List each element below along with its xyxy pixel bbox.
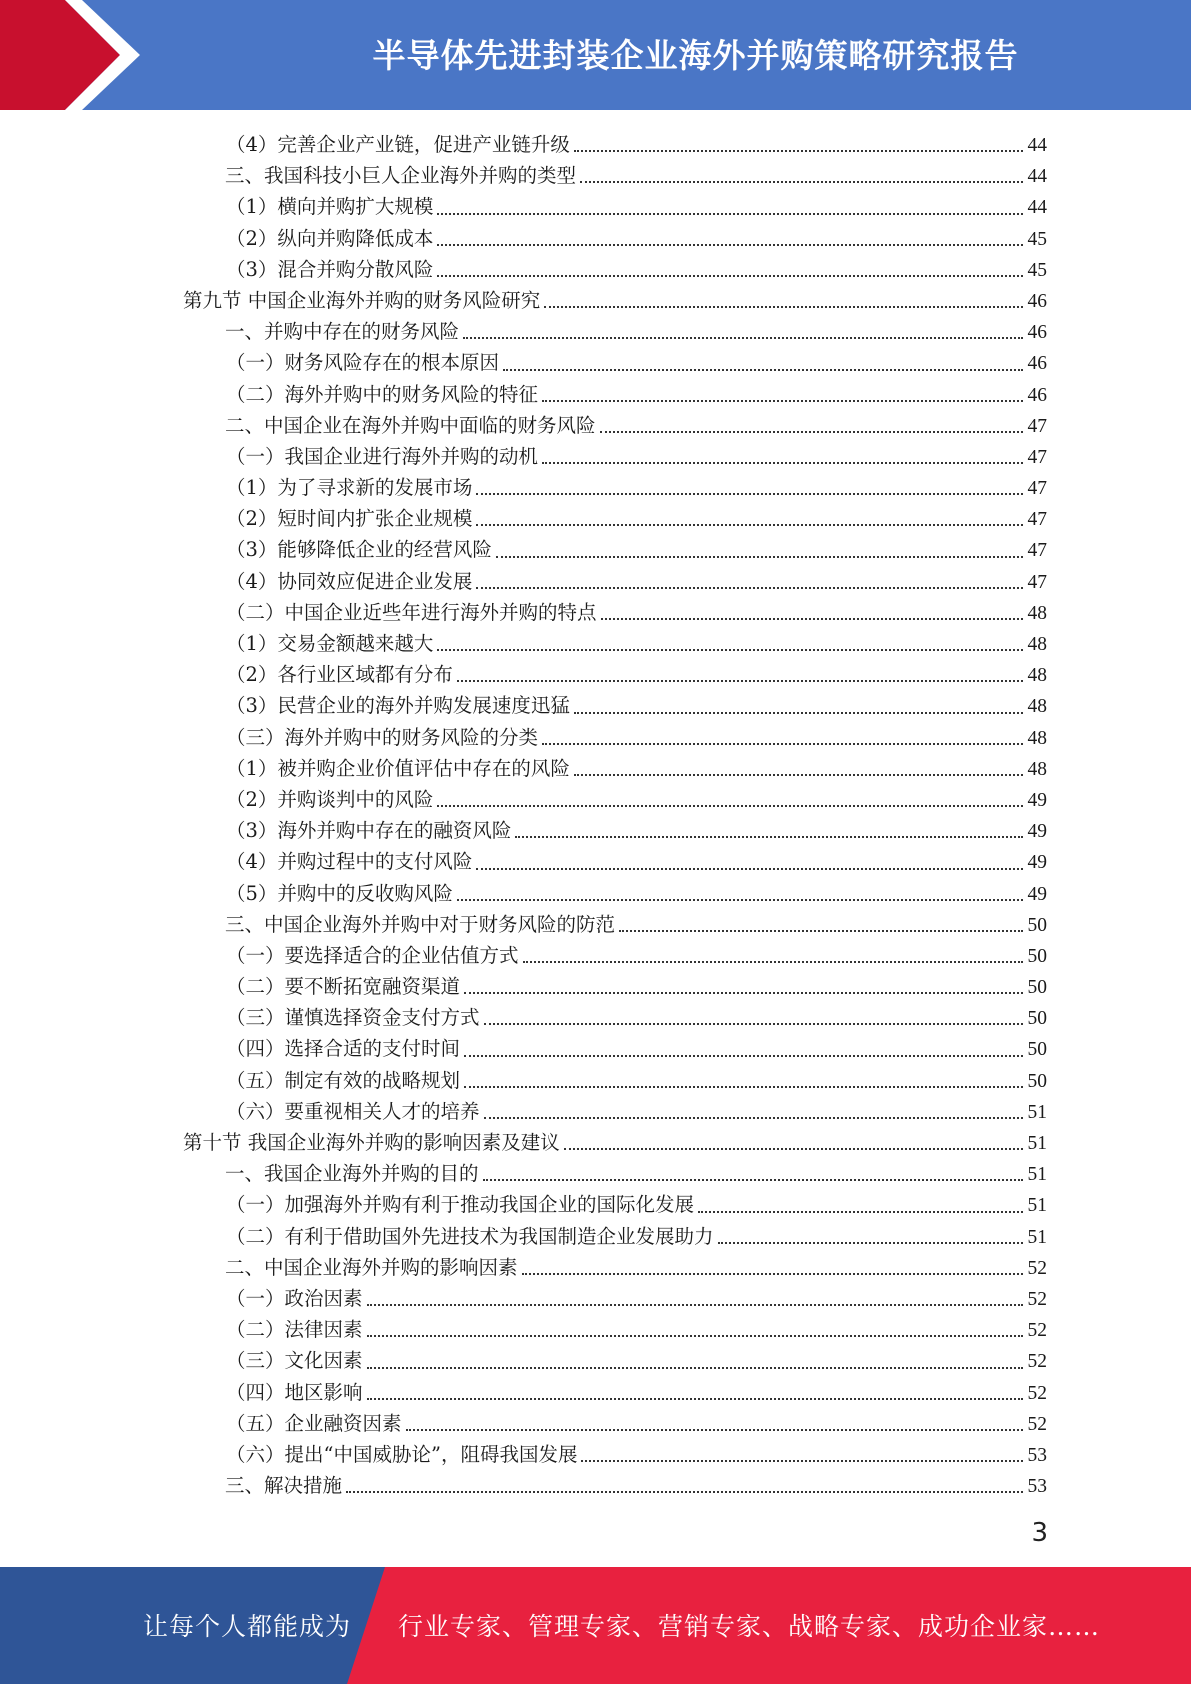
- toc-entry-title: 一、我国企业海外并购的目的: [225, 1162, 479, 1186]
- toc-entry-title: 第十节 我国企业海外并购的影响因素及建议: [183, 1131, 560, 1154]
- toc-entry-page: 50: [1027, 977, 1047, 999]
- toc-dot-leader: [463, 337, 1023, 339]
- toc-entry-page: 46: [1027, 322, 1047, 344]
- toc-entry[interactable]: [0, 1189, 1191, 1220]
- toc-entry[interactable]: [0, 254, 1191, 285]
- toc-dot-leader: [574, 150, 1023, 152]
- toc-dot-leader: [619, 930, 1023, 932]
- toc-entry-title: （一）我国企业进行海外并购的动机: [226, 444, 539, 468]
- toc-entry-page: 52: [1027, 1288, 1047, 1310]
- toc-entry[interactable]: [0, 472, 1191, 503]
- toc-entry[interactable]: [0, 160, 1191, 191]
- toc-entry-page: 47: [1027, 571, 1047, 593]
- toc-entry-title: （1）横向并购扩大规模: [226, 195, 434, 219]
- toc-entry-title: （一）政治因素: [226, 1286, 363, 1310]
- toc-entry-title: （六）要重视相关人才的培养: [226, 1099, 480, 1123]
- toc-entry[interactable]: [0, 223, 1191, 254]
- toc-entry[interactable]: [0, 878, 1191, 909]
- toc-entry[interactable]: [0, 784, 1191, 815]
- toc-entry[interactable]: [0, 815, 1191, 846]
- toc-entry-page: 49: [1027, 821, 1047, 843]
- toc-dot-leader: [542, 462, 1023, 464]
- toc-entry-title: 二、中国企业在海外并购中面临的财务风险: [225, 413, 596, 437]
- toc-entry-page: 48: [1027, 696, 1047, 718]
- toc-dot-leader: [496, 556, 1023, 558]
- toc-dot-leader: [515, 836, 1023, 838]
- toc-entry-title: （二）中国企业近些年进行海外并购的特点: [226, 600, 597, 624]
- toc-entry[interactable]: [0, 285, 1191, 316]
- toc-dot-leader: [600, 431, 1023, 433]
- toc-dot-leader: [574, 712, 1023, 714]
- toc-dot-leader: [698, 1211, 1023, 1213]
- toc-entry-page: 47: [1027, 540, 1047, 562]
- toc-entry-title: （1）交易金额越来越大: [226, 632, 434, 655]
- toc-entry[interactable]: [0, 971, 1191, 1002]
- toc-dot-leader: [542, 743, 1023, 745]
- toc-dot-leader: [437, 213, 1023, 215]
- toc-entry-title: 一、并购中存在的财务风险: [225, 320, 460, 344]
- toc-entry-title: （二）法律因素: [226, 1318, 363, 1342]
- toc-entry-page: 50: [1027, 914, 1047, 936]
- toc-entry[interactable]: [0, 1252, 1191, 1283]
- document-title: 半导体先进封装企业海外并购策略研究报告: [372, 36, 1019, 75]
- toc-entry-page: 49: [1027, 852, 1047, 874]
- toc-entry-title: （3）混合并购分散风险: [226, 257, 434, 281]
- toc-entry[interactable]: [0, 1127, 1191, 1158]
- toc-entry[interactable]: [0, 534, 1191, 565]
- toc-dot-leader: [581, 1460, 1023, 1462]
- toc-entry-page: 46: [1027, 384, 1047, 406]
- toc-entry[interactable]: [0, 1470, 1191, 1501]
- toc-dot-leader: [437, 275, 1023, 277]
- toc-dot-leader: [483, 1179, 1023, 1181]
- toc-entry[interactable]: [0, 379, 1191, 410]
- toc-entry[interactable]: [0, 753, 1191, 784]
- toc-entry[interactable]: [0, 566, 1191, 597]
- toc-entry-title: 三、中国企业海外并购中对于财务风险的防范: [225, 912, 616, 936]
- toc-dot-leader: [580, 181, 1023, 183]
- toc-entry-page: 48: [1027, 602, 1047, 624]
- toc-entry-page: 53: [1027, 1444, 1047, 1466]
- toc-dot-leader: [542, 400, 1023, 402]
- toc-entry-title: 二、中国企业海外并购的影响因素: [225, 1255, 518, 1279]
- toc-entry-title: （一）加强海外并购有利于推动我国企业的国际化发展: [226, 1193, 695, 1217]
- toc-entry[interactable]: [0, 441, 1191, 472]
- toc-entry[interactable]: [0, 1283, 1191, 1314]
- toc-entry[interactable]: [0, 1158, 1191, 1189]
- toc-entry-title: （3）海外并购中存在的融资风险: [226, 819, 512, 843]
- toc-dot-leader: [522, 1273, 1023, 1275]
- toc-dot-leader: [367, 1335, 1023, 1337]
- page-header: [0, 0, 1191, 110]
- toc-dot-leader: [464, 992, 1023, 994]
- toc-entry-page: 52: [1027, 1351, 1047, 1373]
- toc-dot-leader: [523, 961, 1023, 963]
- toc-dot-leader: [544, 306, 1023, 308]
- footer-slogan-left: 让每个人都能成为: [143, 1612, 352, 1641]
- toc-dot-leader: [464, 1086, 1023, 1088]
- toc-entry-page: 47: [1027, 509, 1047, 531]
- toc-entry[interactable]: [0, 628, 1191, 659]
- toc-entry-page: 44: [1027, 197, 1047, 219]
- toc-entry-title: 第九节 中国企业海外并购的财务风险研究: [183, 288, 541, 312]
- toc-entry[interactable]: [0, 909, 1191, 940]
- toc-entry[interactable]: [0, 410, 1191, 441]
- toc-entry-title: （3）民营企业的海外并购发展速度迅猛: [226, 694, 570, 718]
- toc-dot-leader: [476, 587, 1023, 589]
- toc-entry[interactable]: [0, 347, 1191, 378]
- toc-entry-title: （三）文化因素: [226, 1349, 363, 1373]
- toc-entry-page: 49: [1027, 789, 1047, 811]
- toc-entry-page: 53: [1027, 1476, 1047, 1498]
- toc-entry-title: （四）地区影响: [226, 1380, 363, 1404]
- toc-entry-page: 48: [1027, 758, 1047, 780]
- toc-entry-page: 46: [1027, 353, 1047, 375]
- toc-entry[interactable]: [0, 503, 1191, 534]
- toc-entry-page: 45: [1027, 259, 1047, 281]
- toc-entry-page: 49: [1027, 883, 1047, 905]
- toc-entry[interactable]: [0, 1314, 1191, 1345]
- toc-entry-title: （2）各行业区域都有分布: [226, 663, 453, 687]
- toc-entry-title: （2）短时间内扩张企业规模: [226, 507, 473, 531]
- toc-entry[interactable]: [0, 1377, 1191, 1408]
- toc-dot-leader: [437, 805, 1023, 807]
- toc-dot-leader: [367, 1367, 1023, 1369]
- toc-entry[interactable]: [0, 1065, 1191, 1096]
- toc-entry-page: 51: [1027, 1164, 1047, 1186]
- toc-entry-title: （1）被并购企业价值评估中存在的风险: [226, 756, 570, 780]
- toc-entry-page: 51: [1027, 1101, 1047, 1123]
- header-arrow-decoration: [0, 0, 200, 110]
- toc-entry-title: （五）企业融资因素: [226, 1411, 402, 1435]
- toc-dot-leader: [484, 1023, 1023, 1025]
- toc-dot-leader: [457, 899, 1023, 901]
- toc-entry[interactable]: [0, 1096, 1191, 1127]
- toc-entry[interactable]: [0, 129, 1191, 160]
- toc-entry-page: 47: [1027, 415, 1047, 437]
- toc-entry-title: 三、解决措施: [225, 1474, 343, 1498]
- toc-entry-title: （六）提出“中国威胁论”，阻碍我国发展: [226, 1442, 578, 1466]
- toc-entry-title: （3）能够降低企业的经营风险: [226, 538, 492, 562]
- toc-dot-leader: [718, 1242, 1023, 1244]
- toc-entry-title: 三、我国科技小巨人企业海外并购的类型: [225, 164, 577, 188]
- toc-entry-page: 50: [1027, 1039, 1047, 1061]
- toc-entry-page: 51: [1027, 1226, 1047, 1248]
- toc-entry-title: （二）海外并购中的财务风险的特征: [226, 382, 539, 406]
- toc-entry[interactable]: [0, 1221, 1191, 1252]
- toc-entry-page: 52: [1027, 1413, 1047, 1435]
- toc-entry[interactable]: [0, 1345, 1191, 1376]
- toc-dot-leader: [437, 649, 1023, 651]
- toc-dot-leader: [464, 1055, 1023, 1057]
- toc-dot-leader: [457, 680, 1023, 682]
- toc-dot-leader: [367, 1304, 1023, 1306]
- toc-entry[interactable]: [0, 191, 1191, 222]
- toc-entry-page: 51: [1027, 1195, 1047, 1217]
- toc-dot-leader: [346, 1491, 1023, 1493]
- toc-entry-page: 52: [1027, 1257, 1047, 1279]
- toc-entry[interactable]: [0, 846, 1191, 877]
- toc-entry[interactable]: [0, 1439, 1191, 1470]
- toc-dot-leader: [484, 1117, 1023, 1119]
- toc-entry[interactable]: [0, 597, 1191, 628]
- toc-entry-title: （4）完善企业产业链，促进产业链升级: [226, 133, 570, 156]
- toc-entry-title: （1）为了寻求新的发展市场: [226, 476, 473, 500]
- toc-entry-page: 45: [1027, 228, 1047, 250]
- toc-entry-page: 50: [1027, 1070, 1047, 1092]
- toc-entry-title: （5）并购中的反收购风险: [226, 881, 453, 905]
- toc-entry-title: （五）制定有效的战略规划: [226, 1068, 461, 1092]
- toc-entry-page: 52: [1027, 1320, 1047, 1342]
- toc-entry-page: 50: [1027, 1008, 1047, 1030]
- toc-dot-leader: [564, 1148, 1023, 1150]
- toc-entry[interactable]: [0, 722, 1191, 753]
- toc-entry-page: 48: [1027, 727, 1047, 749]
- toc-entry-title: （2）并购谈判中的风险: [226, 787, 434, 811]
- toc-entry[interactable]: [0, 1033, 1191, 1064]
- toc-entry-title: （二）有利于借助国外先进技术为我国制造企业发展助力: [226, 1224, 714, 1248]
- toc-entry-page: 47: [1027, 446, 1047, 468]
- toc-entry-title: （一）财务风险存在的根本原因: [226, 351, 500, 375]
- toc-dot-leader: [437, 244, 1023, 246]
- toc-entry[interactable]: [0, 690, 1191, 721]
- toc-entry-page: 47: [1027, 478, 1047, 500]
- toc-entry[interactable]: [0, 1408, 1191, 1439]
- toc-entry-title: （4）并购过程中的支付风险: [226, 850, 473, 874]
- page-number: 3: [1031, 1518, 1048, 1548]
- toc-entry-title: （一）要选择适合的企业估值方式: [226, 943, 519, 967]
- toc-entry-page: 46: [1027, 290, 1047, 312]
- toc-entry-page: 48: [1027, 665, 1047, 687]
- toc-entry-title: （4）协同效应促进企业发展: [226, 569, 473, 593]
- toc-entry-title: （四）选择合适的支付时间: [226, 1037, 461, 1061]
- page-footer: [0, 1567, 1191, 1684]
- table-of-contents: [0, 129, 1191, 1501]
- toc-dot-leader: [601, 618, 1023, 620]
- toc-entry[interactable]: [0, 1002, 1191, 1033]
- toc-dot-leader: [476, 868, 1023, 870]
- toc-entry[interactable]: [0, 316, 1191, 347]
- toc-entry[interactable]: [0, 659, 1191, 690]
- toc-dot-leader: [367, 1398, 1023, 1400]
- toc-dot-leader: [406, 1429, 1023, 1431]
- toc-entry-page: 44: [1027, 135, 1047, 156]
- toc-entry-title: （2）纵向并购降低成本: [226, 226, 434, 250]
- toc-entry[interactable]: [0, 940, 1191, 971]
- toc-dot-leader: [476, 493, 1023, 495]
- toc-entry-title: （三）谨慎选择资金支付方式: [226, 1006, 480, 1030]
- toc-dot-leader: [574, 774, 1023, 776]
- toc-entry-page: 51: [1027, 1133, 1047, 1154]
- toc-entry-title: （三）海外并购中的财务风险的分类: [226, 725, 539, 749]
- toc-entry-page: 48: [1027, 634, 1047, 655]
- toc-entry-title: （二）要不断拓宽融资渠道: [226, 975, 461, 999]
- toc-entry-page: 52: [1027, 1382, 1047, 1404]
- toc-entry-page: 50: [1027, 945, 1047, 967]
- toc-entry-page: 44: [1027, 166, 1047, 188]
- toc-dot-leader: [476, 524, 1023, 526]
- toc-dot-leader: [503, 369, 1023, 371]
- footer-slogan-right: 行业专家、管理专家、营销专家、战略专家、成功企业家……: [398, 1612, 1101, 1641]
